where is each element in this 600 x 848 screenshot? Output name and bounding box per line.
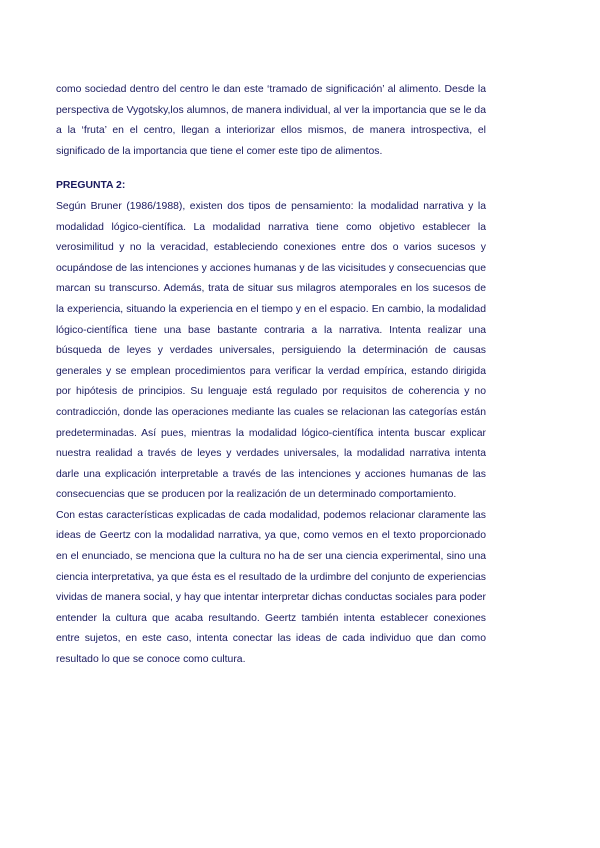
document-body [56, 80, 486, 671]
paragraph-intro: como sociedad dentro del centro le dan este ‘tramado de significación’ al alimento. Desde la perspectiva de Vygotsky,los alumnos, de manera individual, al ver la importancia que se le da a la ‘fruta’ en el centro, llegan a interiorizar ellos mismos, de manera introspectiva, el significado de la importancia que tiene el comer este tipo de alimentos. [56, 84, 486, 157]
paragraph-bruner: Según Bruner (1986/1988), existen dos tipos de pensamiento: la modalidad narrativa y la modalidad lógico-científica. La modalidad narrativa tiene como objetivo establecer la verosimilitud y no la veracidad, estableciendo conexiones entre dos o varios sucesos y ocupándose de las intenciones y acciones humanas y de las vicisitudes y consecuencias que marcan su transcurso. Además, trata de situar sus milagros atemporales en los sucesos de la experiencia, situando la experiencia en el tiempo y en el espacio. En cambio, la modalidad lógico-científica tiene una base bastante contraria a la narrativa. Intenta realizar una búsqueda de leyes y verdades universales, persiguiendo la determinación de causas generales y se emplean procedimientos para verificar la verdad empírica, estando dirigida por hipótesis de principios. Su lenguaje está regulado por requisitos de coherencia y no contradicción, donde las operaciones mediante las cuales se relacionan las categorías están predeterminadas. Así pues, mientras la modalidad lógico-científica intenta buscar explicar nuestra realidad a través de leyes y verdades universales, la modalidad narrativa intenta darle una explicación interpretable a través de las intenciones y acciones humanas de las consecuencias que se producen por la realización de un determinado comportamiento. [56, 200, 486, 501]
paragraph-geertz: Con estas características explicadas de cada modalidad, podemos relacionar claramente las ideas de Geertz con la modalidad narrativa, ya que, como vemos en el texto proporcionado en el enunciado, se menciona que la cultura no ha de ser una ciencia experimental, sino una ciencia interpretativa, ya que ésta es el resultado de la urdimbre del conjunto de experiencias vividas de manera social, y hay que intentar interpretar dichas conductas sociales para poder entender la cultura que acaba resultando. Geertz también intenta establecer conexiones entre sujetos, en este caso, intenta conectar las ideas de cada individuo que dan como resultado lo que se conoce como cultura. [56, 509, 486, 666]
section-heading: PREGUNTA 2: [56, 180, 126, 192]
